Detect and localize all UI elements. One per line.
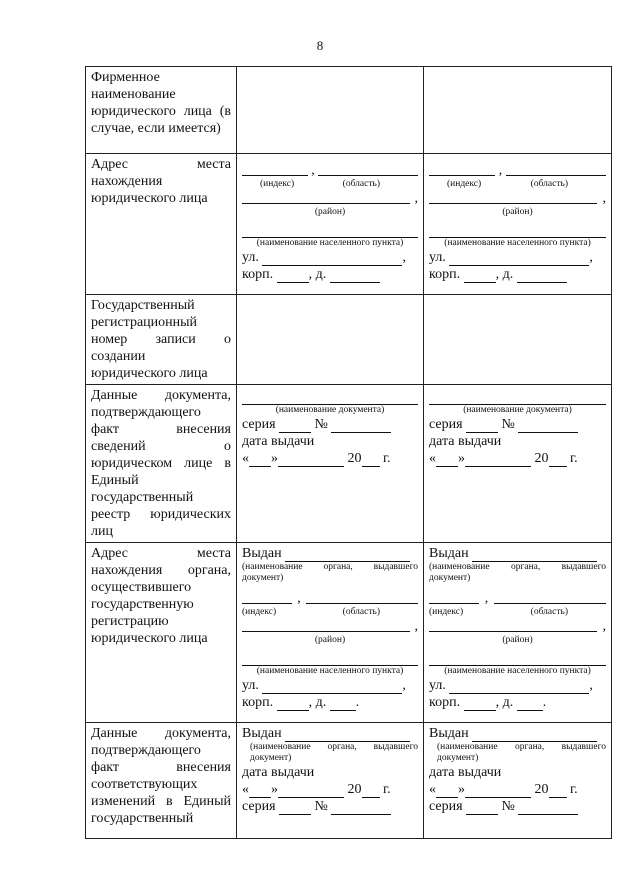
series-label: серия xyxy=(242,417,276,432)
caption-district: (район) xyxy=(502,635,533,645)
quote-open: « xyxy=(429,782,436,797)
caption-index: (индекс) xyxy=(447,179,482,189)
authority-address-cell[interactable]: Выдан (наименование органа, выдавшего документ) , (индекс) (область) , (район) (наименование населенного пункта) ул. , корп. , д. . xyxy=(424,543,612,723)
changes-document-cell[interactable] xyxy=(424,723,612,839)
year-suffix: г. xyxy=(570,782,578,797)
caption-district: (район) xyxy=(502,207,533,217)
korp-label: корп. xyxy=(242,267,274,282)
form-table xyxy=(85,66,612,839)
year-suffix: г. xyxy=(383,782,391,797)
issue-date-label: дата выдачи xyxy=(242,434,315,449)
quote-close: » xyxy=(458,782,465,797)
series-label: серия xyxy=(429,417,463,432)
series-label: серия xyxy=(242,799,276,814)
caption-issuing-body: (наименование органа, выдавшего документ) xyxy=(250,742,418,763)
caption-region: (область) xyxy=(530,607,568,617)
street-label: ул. xyxy=(242,678,259,693)
number-sign: № xyxy=(501,799,515,814)
korp-label: корп. xyxy=(242,695,274,710)
row-label: Адрес места нахождения юридического лица xyxy=(86,154,237,295)
cell-empty[interactable] xyxy=(424,295,612,385)
house-label: , д. xyxy=(308,267,327,282)
table-row xyxy=(86,385,612,543)
changes-document-cell[interactable] xyxy=(237,723,424,839)
caption-doc-name: (наименование документа) xyxy=(463,405,572,415)
quote-open: « xyxy=(242,782,249,797)
caption-index: (индекс) xyxy=(260,179,295,189)
street-label: ул. xyxy=(429,250,446,265)
caption-locality: (наименование населенного пункта) xyxy=(256,666,404,676)
number-sign: № xyxy=(314,417,328,432)
house-label: , д. xyxy=(495,267,514,282)
korp-label: корп. xyxy=(429,267,461,282)
issue-date-label: дата выдачи xyxy=(429,434,502,449)
quote-close: » xyxy=(458,451,465,466)
year-suffix: г. xyxy=(570,451,578,466)
caption-district: (район) xyxy=(314,635,346,645)
caption-region: (область) xyxy=(342,179,380,189)
issued-label: Выдан xyxy=(429,546,469,561)
korp-label: корп. xyxy=(429,695,461,710)
table-row xyxy=(86,154,612,295)
cell-empty[interactable] xyxy=(237,67,424,154)
caption-issuing-body: (наименование органа, выдавшего документ) xyxy=(429,562,606,583)
row-label: Государственный регистрационный номер записи о создании юридического лица xyxy=(86,295,237,385)
caption-district: (район) xyxy=(314,207,346,217)
address-cell[interactable]: , (индекс) (область) , (район) (наименование населенного пункта) ул. , корп. , д. xyxy=(424,154,612,295)
row-label: Данные документа, подтверждающего факт внесения соответствующих изменений в Единый государственный xyxy=(86,723,237,839)
table-row xyxy=(86,67,612,154)
table-row xyxy=(86,543,612,723)
year-prefix: 20 xyxy=(347,451,362,466)
caption-region: (область) xyxy=(342,607,380,617)
caption-index: (индекс) xyxy=(429,607,464,617)
number-sign: № xyxy=(314,799,328,814)
year-prefix: 20 xyxy=(534,451,549,466)
quote-open: « xyxy=(429,451,436,466)
caption-locality: (наименование населенного пункта) xyxy=(256,238,404,248)
page-number: 8 xyxy=(316,38,324,53)
row-label: Адрес места нахождения органа, осуществившего государственную регистрацию юридического лица xyxy=(86,543,237,723)
table-row xyxy=(86,723,612,839)
quote-open: « xyxy=(242,451,249,466)
authority-address-cell[interactable]: Выдан (наименование органа, выдавшего документ) , (индекс) (область) , (район) (наименование населенного пункта) ул. , корп. , д. . xyxy=(237,543,424,723)
issued-label: Выдан xyxy=(429,726,469,741)
year-suffix: г. xyxy=(383,451,391,466)
caption-index: (индекс) xyxy=(242,607,277,617)
quote-close: » xyxy=(271,451,278,466)
caption-region: (область) xyxy=(530,179,568,189)
caption-doc-name: (наименование документа) xyxy=(275,405,385,415)
series-label: серия xyxy=(429,799,463,814)
house-label: , д. xyxy=(308,695,327,710)
number-sign: № xyxy=(501,417,515,432)
quote-close: » xyxy=(271,782,278,797)
house-label: , д. xyxy=(495,695,514,710)
caption-locality: (наименование населенного пункта) xyxy=(444,238,591,248)
issue-date-label: дата выдачи xyxy=(242,765,315,780)
year-prefix: 20 xyxy=(347,782,362,797)
cell-empty[interactable] xyxy=(424,67,612,154)
caption-issuing-body: (наименование органа, выдавшего документ) xyxy=(242,562,418,583)
caption-issuing-body: (наименование органа, выдавшего документ) xyxy=(437,742,606,763)
issued-label: Выдан xyxy=(242,726,282,741)
address-cell[interactable]: , (индекс) (область) , (район) (наименование населенного пункта) ул. , корп. , д. xyxy=(237,154,424,295)
issued-label: Выдан xyxy=(242,546,282,561)
row-label: Данные документа, подтверждающего факт внесения сведений о юридическом лице в Единый государственный реестр юридических лиц xyxy=(86,385,237,543)
row-label: Фирменное наименование юридического лица (в случае, если имеется) xyxy=(86,67,237,154)
street-label: ул. xyxy=(242,250,259,265)
cell-empty[interactable] xyxy=(237,295,424,385)
document-cell[interactable] xyxy=(424,385,612,543)
table-row xyxy=(86,295,612,385)
year-prefix: 20 xyxy=(534,782,549,797)
street-label: ул. xyxy=(429,678,446,693)
document-cell[interactable] xyxy=(237,385,424,543)
issue-date-label: дата выдачи xyxy=(429,765,502,780)
caption-locality: (наименование населенного пункта) xyxy=(444,666,591,676)
